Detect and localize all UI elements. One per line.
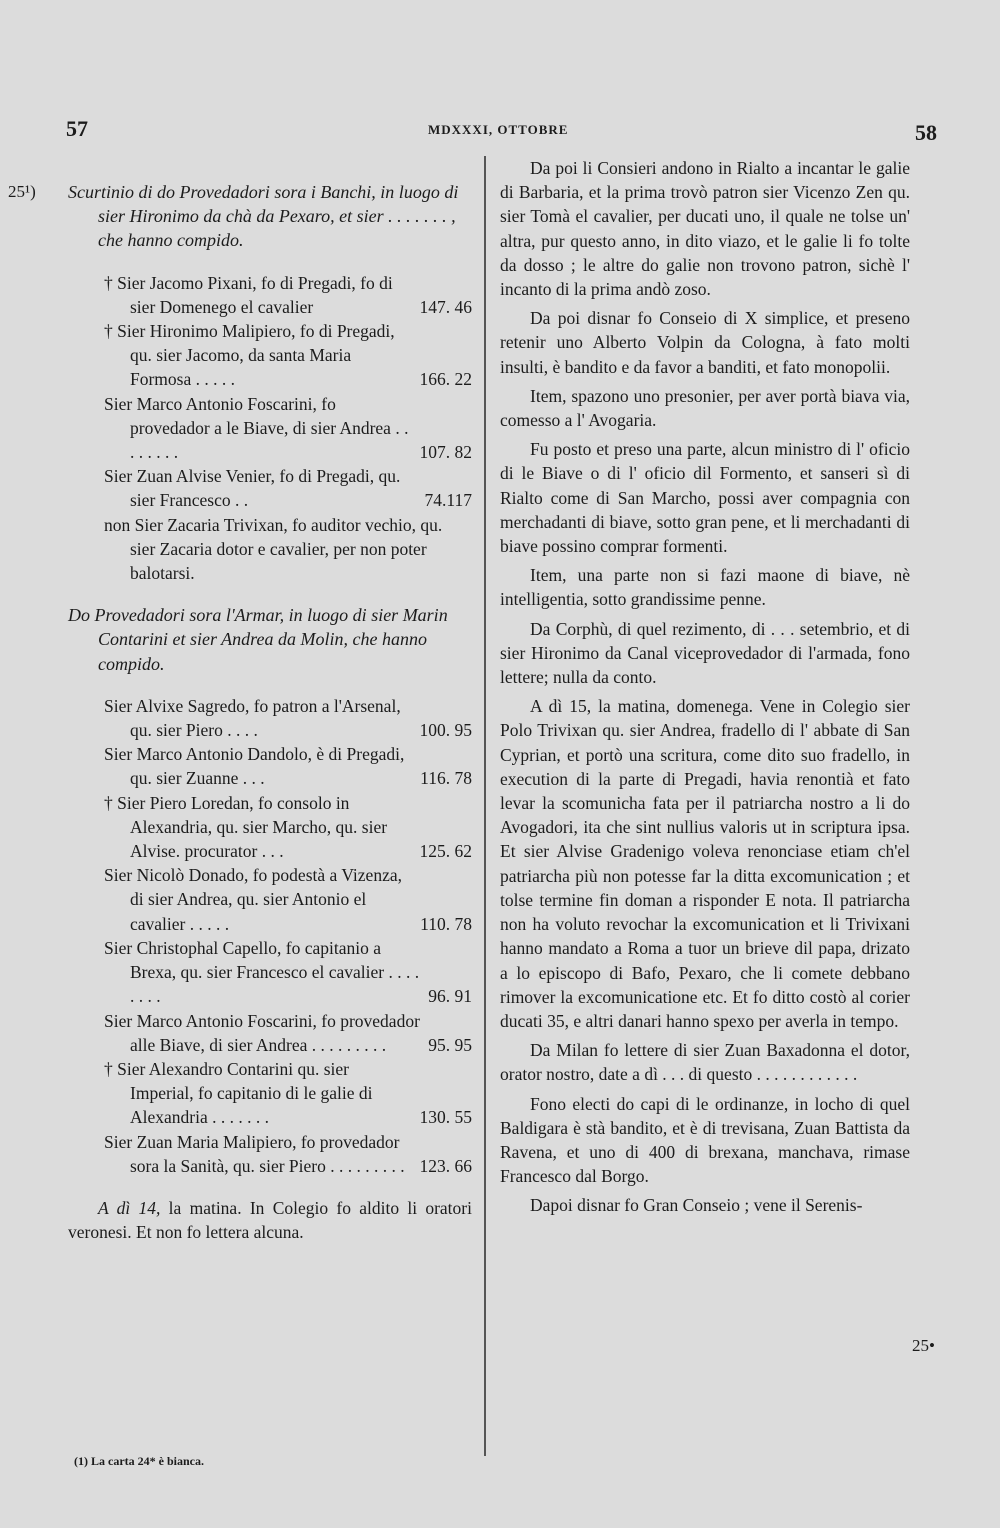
- entry-name: † Sier Jacomo Pixani, fo di Pregadi, fo di sier Domenego el cavalier: [104, 272, 393, 317]
- scrutiny-entry: [68, 694, 472, 742]
- entry-name: Sier Marco Antonio Foscarini, fo provedador a le Biave, di sier Andrea . . . . . . . .: [104, 393, 409, 463]
- entry-votes: 166. 22: [419, 369, 472, 390]
- left-column: [8, 180, 472, 1250]
- scrutiny-entry: [68, 319, 472, 392]
- right-paragraph: Da Milan fo lettere di sier Zuan Baxadonna el dotor, orator nostro, date a dì . . . di questo . . . . . . . . . . . .: [500, 1040, 910, 1085]
- entry-votes: 74.117: [424, 490, 472, 511]
- heading-block: [8, 180, 472, 253]
- closing-lead: A dì 14,: [98, 1197, 161, 1218]
- right-column: [500, 156, 910, 1223]
- entry-name: Sier Christophal Capello, fo capitanio a Brexa, qu. sier Francesco el cavalier . . . . . . . .: [104, 937, 420, 1007]
- scrutiny-entry: [68, 1057, 472, 1130]
- right-paragraph: Item, spazono uno presonier, per aver portà biava via, comesso a l' Avogaria.: [500, 385, 910, 431]
- scrutiny-entry: [68, 936, 472, 1009]
- closing-paragraph: [68, 1196, 472, 1244]
- scrutiny-entry: [68, 271, 472, 319]
- column-divider: [484, 156, 486, 1456]
- entry-votes: 116. 78: [420, 768, 472, 789]
- section-heading-2: Do Provedadori sora l'Armar, in luogo di sier Marin Contarini et sier Andrea da Molin, che hanno compido.: [68, 605, 448, 674]
- footnote: (1) La carta 24* è bianca.: [74, 1454, 204, 1468]
- scrutiny-entry: [68, 791, 472, 864]
- entry-name: Sier Alvixe Sagredo, fo patron a l'Arsenal, qu. sier Piero . . . .: [104, 695, 401, 741]
- entry-votes: 107. 82: [419, 442, 472, 463]
- heading-marker: 25¹): [8, 182, 36, 201]
- scrutiny-entry: [68, 863, 472, 936]
- entry-votes: 147. 46: [419, 296, 472, 317]
- entry-name: † Sier Hironimo Malipiero, fo di Pregadi, qu. sier Jacomo, da santa Maria Formosa . . . . .: [104, 321, 395, 390]
- right-paragraph: Da poi disnar fo Conseio di X simplice, et preseno retenir uno Alberto Volpin da Cologna, à fato molti insulti, è bandito e da favor a banditi, et fato monopolii.: [500, 308, 910, 377]
- scrutiny-list-2: [68, 694, 472, 1178]
- entry-votes: 130. 55: [419, 1107, 472, 1128]
- margin-folio-mark: 25•: [912, 1336, 935, 1355]
- right-paragraph: Fono electi do capi di le ordinanze, in locho di quel Baldigara è stà bandito, et è di trevisana, Zuan Battista da Ravena, et uno di 400 di brexana, manchava, rimase Francesco dal Borgo.: [500, 1093, 910, 1187]
- entry-name: Sier Nicolò Donado, fo podestà a Vizenza, di sier Andrea, qu. sier Antonio el cavalier . . . . .: [104, 865, 402, 934]
- section-heading: Scurtinio di do Provedadori sora i Banchi, in luogo di sier Hironimo da chà da Pexaro, et sier . . . . . . . , che hanno compido.: [68, 182, 459, 251]
- entry-votes: 100. 95: [419, 720, 472, 741]
- scrutiny-entry: [68, 392, 472, 465]
- entry-votes: 110. 78: [420, 913, 472, 934]
- entry-votes: 123. 66: [419, 1155, 472, 1176]
- right-paragraph: Da Corphù, di quel rezimento, di . . . setembrio, et di sier Hironimo da Canal viceprovedador di l'armada, fono lettere; nulla da conto.: [500, 618, 910, 688]
- right-paragraph: Da poi li Consieri andono in Rialto a incantar le galie di Barbaria, et la prima trovò patron sier Vicenzo Zen qu. sier Tomà el cavalier, per ducati uno, il quale ne tolse un' altra, pur questo anno, in dito viazo, et le galie li fo tolte da dosso ; le altre do galie non trovono patron, sichè l' incanto di la prima andò zoso.: [500, 158, 910, 300]
- scrutiny-entry: [68, 1130, 472, 1178]
- entry-name: Sier Marco Antonio Dandolo, è di Pregadi, qu. sier Zuanne . . .: [104, 744, 405, 789]
- entry-name: Sier Marco Antonio Foscarini, fo provedador alle Biave, di sier Andrea . . . . . . . . .: [104, 1010, 420, 1055]
- entry-votes: 95. 95: [428, 1034, 472, 1055]
- left-page-number: 57: [66, 116, 88, 141]
- closing-text: la matina. In Colegio fo aldito li oratori veronesi. Et non fo lettera alcuna.: [68, 1197, 472, 1243]
- entry-votes: 125. 62: [419, 841, 472, 862]
- right-paragraph: Item, una parte non si fazi maone di biave, nè intelligentia, sotto grandissime penne.: [500, 565, 910, 610]
- right-paragraph: Fu posto et preso una parte, alcun ministro di l' oficio di le Biave o di l' oficio dil Formento, et sanseri sì di Rialto come di San Marcho, possi aver compagnia con merchadanti di biave, sotto gran pene, et li merchadanti di biave possino comprar formenti.: [500, 439, 910, 557]
- entry-name: Sier Zuan Maria Malipiero, fo provedador sora la Sanità, qu. sier Piero . . . . . . . . .: [104, 1131, 405, 1176]
- entry-name: Sier Zuan Alvise Venier, fo di Pregadi, qu. sier Francesco . .: [104, 466, 401, 511]
- entry-votes: 96. 91: [428, 986, 472, 1007]
- right-page-number: 58: [915, 120, 937, 145]
- entry-name: † Sier Alexandro Contarini qu. sier Imperial, fo capitanio di le galie di Alexandria . . . . . . .: [104, 1058, 373, 1128]
- scrutiny-entry: [68, 464, 472, 512]
- scrutiny-entry: [68, 513, 472, 586]
- entry-name: non Sier Zacaria Trivixan, fo auditor vechio, qu. sier Zacaria dotor e cavalier, per non poter balotarsi.: [104, 514, 443, 584]
- scrutiny-list-1: [68, 271, 472, 586]
- right-paragraphs: [500, 156, 910, 1218]
- running-header: MDXXXI, OTTOBRE: [428, 122, 569, 137]
- right-paragraph: Dapoi disnar fo Gran Conseio ; vene il Serenis-: [530, 1195, 863, 1216]
- right-paragraph: A dì 15, la matina, domenega. Vene in Colegio sier Polo Trivixan qu. sier Andrea, fradello di l' abbate di San Cyprian, et portò una scritura, come dito suo fradello, in execution di la parte di Pregadi, havia renontià et fato levar la scomunicha fata per il patriarcha nostro a li do Avogadori, ita che sint nullius valoris ut in scriptura ipsa. Et sier Alvise Gradenigo voleva renonciase etiam ch'el patriarcha più non potesse far la ditta excomunication ; et tolse termine fin doman a risponder E nota. Il patriarcha non ha voluto revochar la excomunication et li Trivixani hanno mandato a Roma a tuor un brieve dil papa, drizato a lo episcopo di Bafo, Pexaro, che li comete debbano rimover la excomunicatione etc. Et fo ditto costò al corier ducati 35, e altri danari hanno spexo per averla in tempo.: [500, 696, 910, 1031]
- scrutiny-entry: [68, 1009, 472, 1057]
- entry-name: † Sier Piero Loredan, fo consolo in Alexandria, qu. sier Marcho, qu. sier Alvise. procurator . . .: [104, 792, 388, 862]
- scrutiny-entry: [68, 742, 472, 790]
